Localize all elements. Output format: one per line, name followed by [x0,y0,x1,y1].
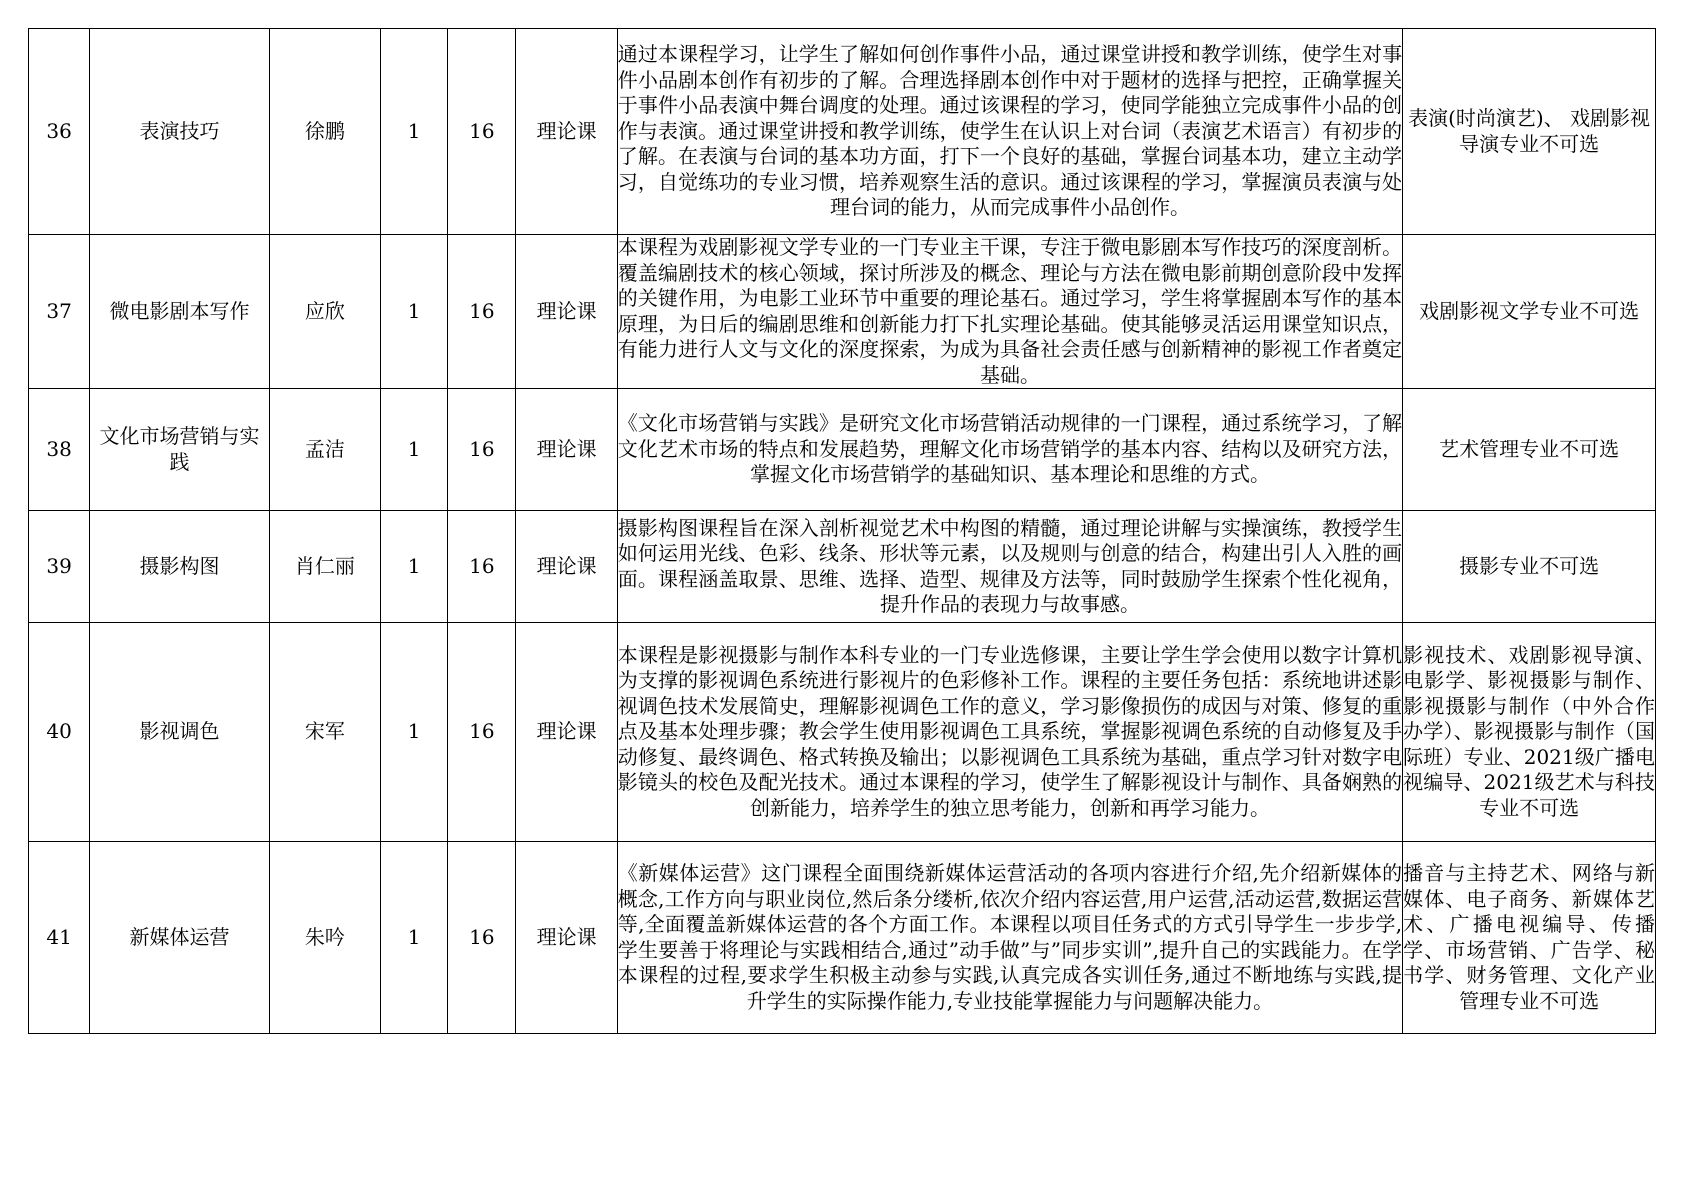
credit: 1 [381,842,448,1034]
teacher-name: 孟洁 [269,389,380,511]
course-description-cell [617,29,1402,235]
course-name: 影视调色 [90,623,270,842]
course-type: 理论课 [516,623,617,842]
row-number: 37 [29,235,90,389]
table-row [29,511,1656,623]
table-row [29,29,1656,235]
restriction-note-cell [1403,389,1656,511]
restriction-note: 播音与主持艺术、网络与新媒体、电子商务、新媒体艺术、广播电视编导、传播学、市场营销、广告学、秘书学、财务管理、文化产业管理专业不可选 [1403,861,1655,1013]
hours: 16 [448,29,516,235]
course-description: 通过本课程学习，让学生了解如何创作事件小品，通过课堂讲授和教学训练，使学生对事件小品剧本创作有初步的了解。合理选择剧本创作中对于题材的选择与把控，正确掌握关于事件小品表演中舞台调度的处理。通过该课程的学习，使同学能独立完成事件小品的创作与表演。通过课堂讲授和教学训练，使学生在认识上对台词（表演艺术语言）有初步的了解。在表演与台词的基本功方面，打下一个良好的基础，掌握台词基本功，建立主动学习，自觉练功的专业习惯，培养观察生活的意识。通过该课程的学习，掌握演员表演与处理台词的能力，从而完成事件小品创作。 [617,42,1403,220]
restriction-note: 表演(时尚演艺)、 戏剧影视导演专业不可选 [1408,106,1651,156]
row-number: 40 [29,623,90,842]
credit: 1 [381,511,448,623]
credit: 1 [381,623,448,842]
table-row [29,235,1656,389]
restriction-note-cell [1403,842,1656,1034]
course-description: 《文化市场营销与实践》是研究文化市场营销活动规律的一门课程，通过系统学习，了解文化艺术市场的特点和发展趋势，理解文化市场营销学的基本内容、结构以及研究方法，掌握文化市场营销学的基础知识、基本理论和思维的方式。 [617,411,1403,487]
course-table [28,28,1656,1034]
teacher-name: 徐鹏 [269,29,380,235]
restriction-note: 影视技术、戏剧影视导演、电影学、影视摄影与制作、影视摄影与制作（中外合作办学）、影视摄影与制作（国际班）专业、2021级广播电视编导、2021级艺术与科技专业不可选 [1403,642,1655,820]
credit: 1 [381,29,448,235]
row-number: 41 [29,842,90,1034]
course-description-cell [617,511,1402,623]
hours: 16 [448,842,516,1034]
row-number: 38 [29,389,90,511]
course-type: 理论课 [516,29,617,235]
course-description-cell [617,389,1402,511]
credit: 1 [381,389,448,511]
course-description: 本课程是影视摄影与制作本科专业的一门专业选修课，主要让学生学会使用以数字计算机为支撑的影视调色系统进行影视片的色彩修补工作。课程的主要任务包括：系统地讲述影视调色技术发展简史，理解影视调色工作的意义，学习影像损伤的成因与对策、修复的重点及基本处理步骤；教会学生使用影视调色工具系统，掌握影视调色系统的自动修复及手动修复、最终调色、格式转换及输出；以影视调色工具系统为基础，重点学习针对数字电影镜头的校色及配光技术。通过本课程的学习，使学生了解影视设计与制作、具备娴熟的创新能力，培养学生的独立思考能力，创新和再学习能力。 [617,642,1403,820]
teacher-name: 应欣 [269,235,380,389]
course-name: 微电影剧本写作 [90,235,270,389]
course-name: 摄影构图 [90,511,270,623]
course-type: 理论课 [516,511,617,623]
hours: 16 [448,235,516,389]
table-row [29,623,1656,842]
course-name: 新媒体运营 [90,842,270,1034]
restriction-note-cell [1403,235,1656,389]
course-type: 理论课 [516,389,617,511]
teacher-name: 宋军 [269,623,380,842]
table-row [29,842,1656,1034]
restriction-note-cell [1403,511,1656,623]
course-description: 本课程为戏剧影视文学专业的一门专业主干课，专注于微电影剧本写作技巧的深度剖析。覆盖编剧技术的核心领域，探讨所涉及的概念、理论与方法在微电影前期创意阶段中发挥的关键作用，为电影工业环节中重要的理论基石。通过学习，学生将掌握剧本写作的基本原理，为日后的编剧思维和创新能力打下扎实理论基础。使其能够灵活运用课堂知识点，有能力进行人文与文化的深度探索，为成为具备社会责任感与创新精神的影视工作者奠定基础。 [617,235,1403,387]
hours: 16 [448,389,516,511]
teacher-name: 肖仁丽 [269,511,380,623]
course-description-cell [617,623,1402,842]
hours: 16 [448,511,516,623]
restriction-note: 艺术管理专业不可选 [1439,436,1620,461]
course-type: 理论课 [516,842,617,1034]
restriction-note: 摄影专业不可选 [1459,553,1600,578]
course-description: 《新媒体运营》这门课程全面围绕新媒体运营活动的各项内容进行介绍,先介绍新媒体的概念,工作方向与职业岗位,然后条分缕析,依次介绍内容运营,用户运营,活动运营,数据运营等,全面覆盖新媒体运营的各个方面工作。本课程以项目任务式的方式引导学生一步步学,学生要善于将理论与实践相结合,通过”动手做”与”同步实训”,提升自己的实践能力。在学本课程的过程,要求学生积极主动参与实践,认真完成各实训任务,通过不断地练与实践,提升学生的实际操作能力,专业技能掌握能力与问题解决能力。 [617,861,1403,1013]
row-number: 39 [29,511,90,623]
credit: 1 [381,235,448,389]
restriction-note: 戏剧影视文学专业不可选 [1419,298,1640,323]
course-name: 文化市场营销与实践 [90,389,270,511]
teacher-name: 朱吟 [269,842,380,1034]
row-number: 36 [29,29,90,235]
course-description: 摄影构图课程旨在深入剖析视觉艺术中构图的精髓，通过理论讲解与实操演练，教授学生如何运用光线、色彩、线条、形状等元素，以及规则与创意的结合，构建出引人入胜的画面。课程涵盖取景、思维、选择、造型、规律及方法等，同时鼓励学生探索个性化视角，提升作品的表现力与故事感。 [617,515,1403,616]
restriction-note-cell [1403,623,1656,842]
course-description-cell [617,235,1402,389]
restriction-note-cell [1403,29,1656,235]
course-description-cell [617,842,1402,1034]
course-name: 表演技巧 [90,29,270,235]
table-row [29,389,1656,511]
course-type: 理论课 [516,235,617,389]
hours: 16 [448,623,516,842]
